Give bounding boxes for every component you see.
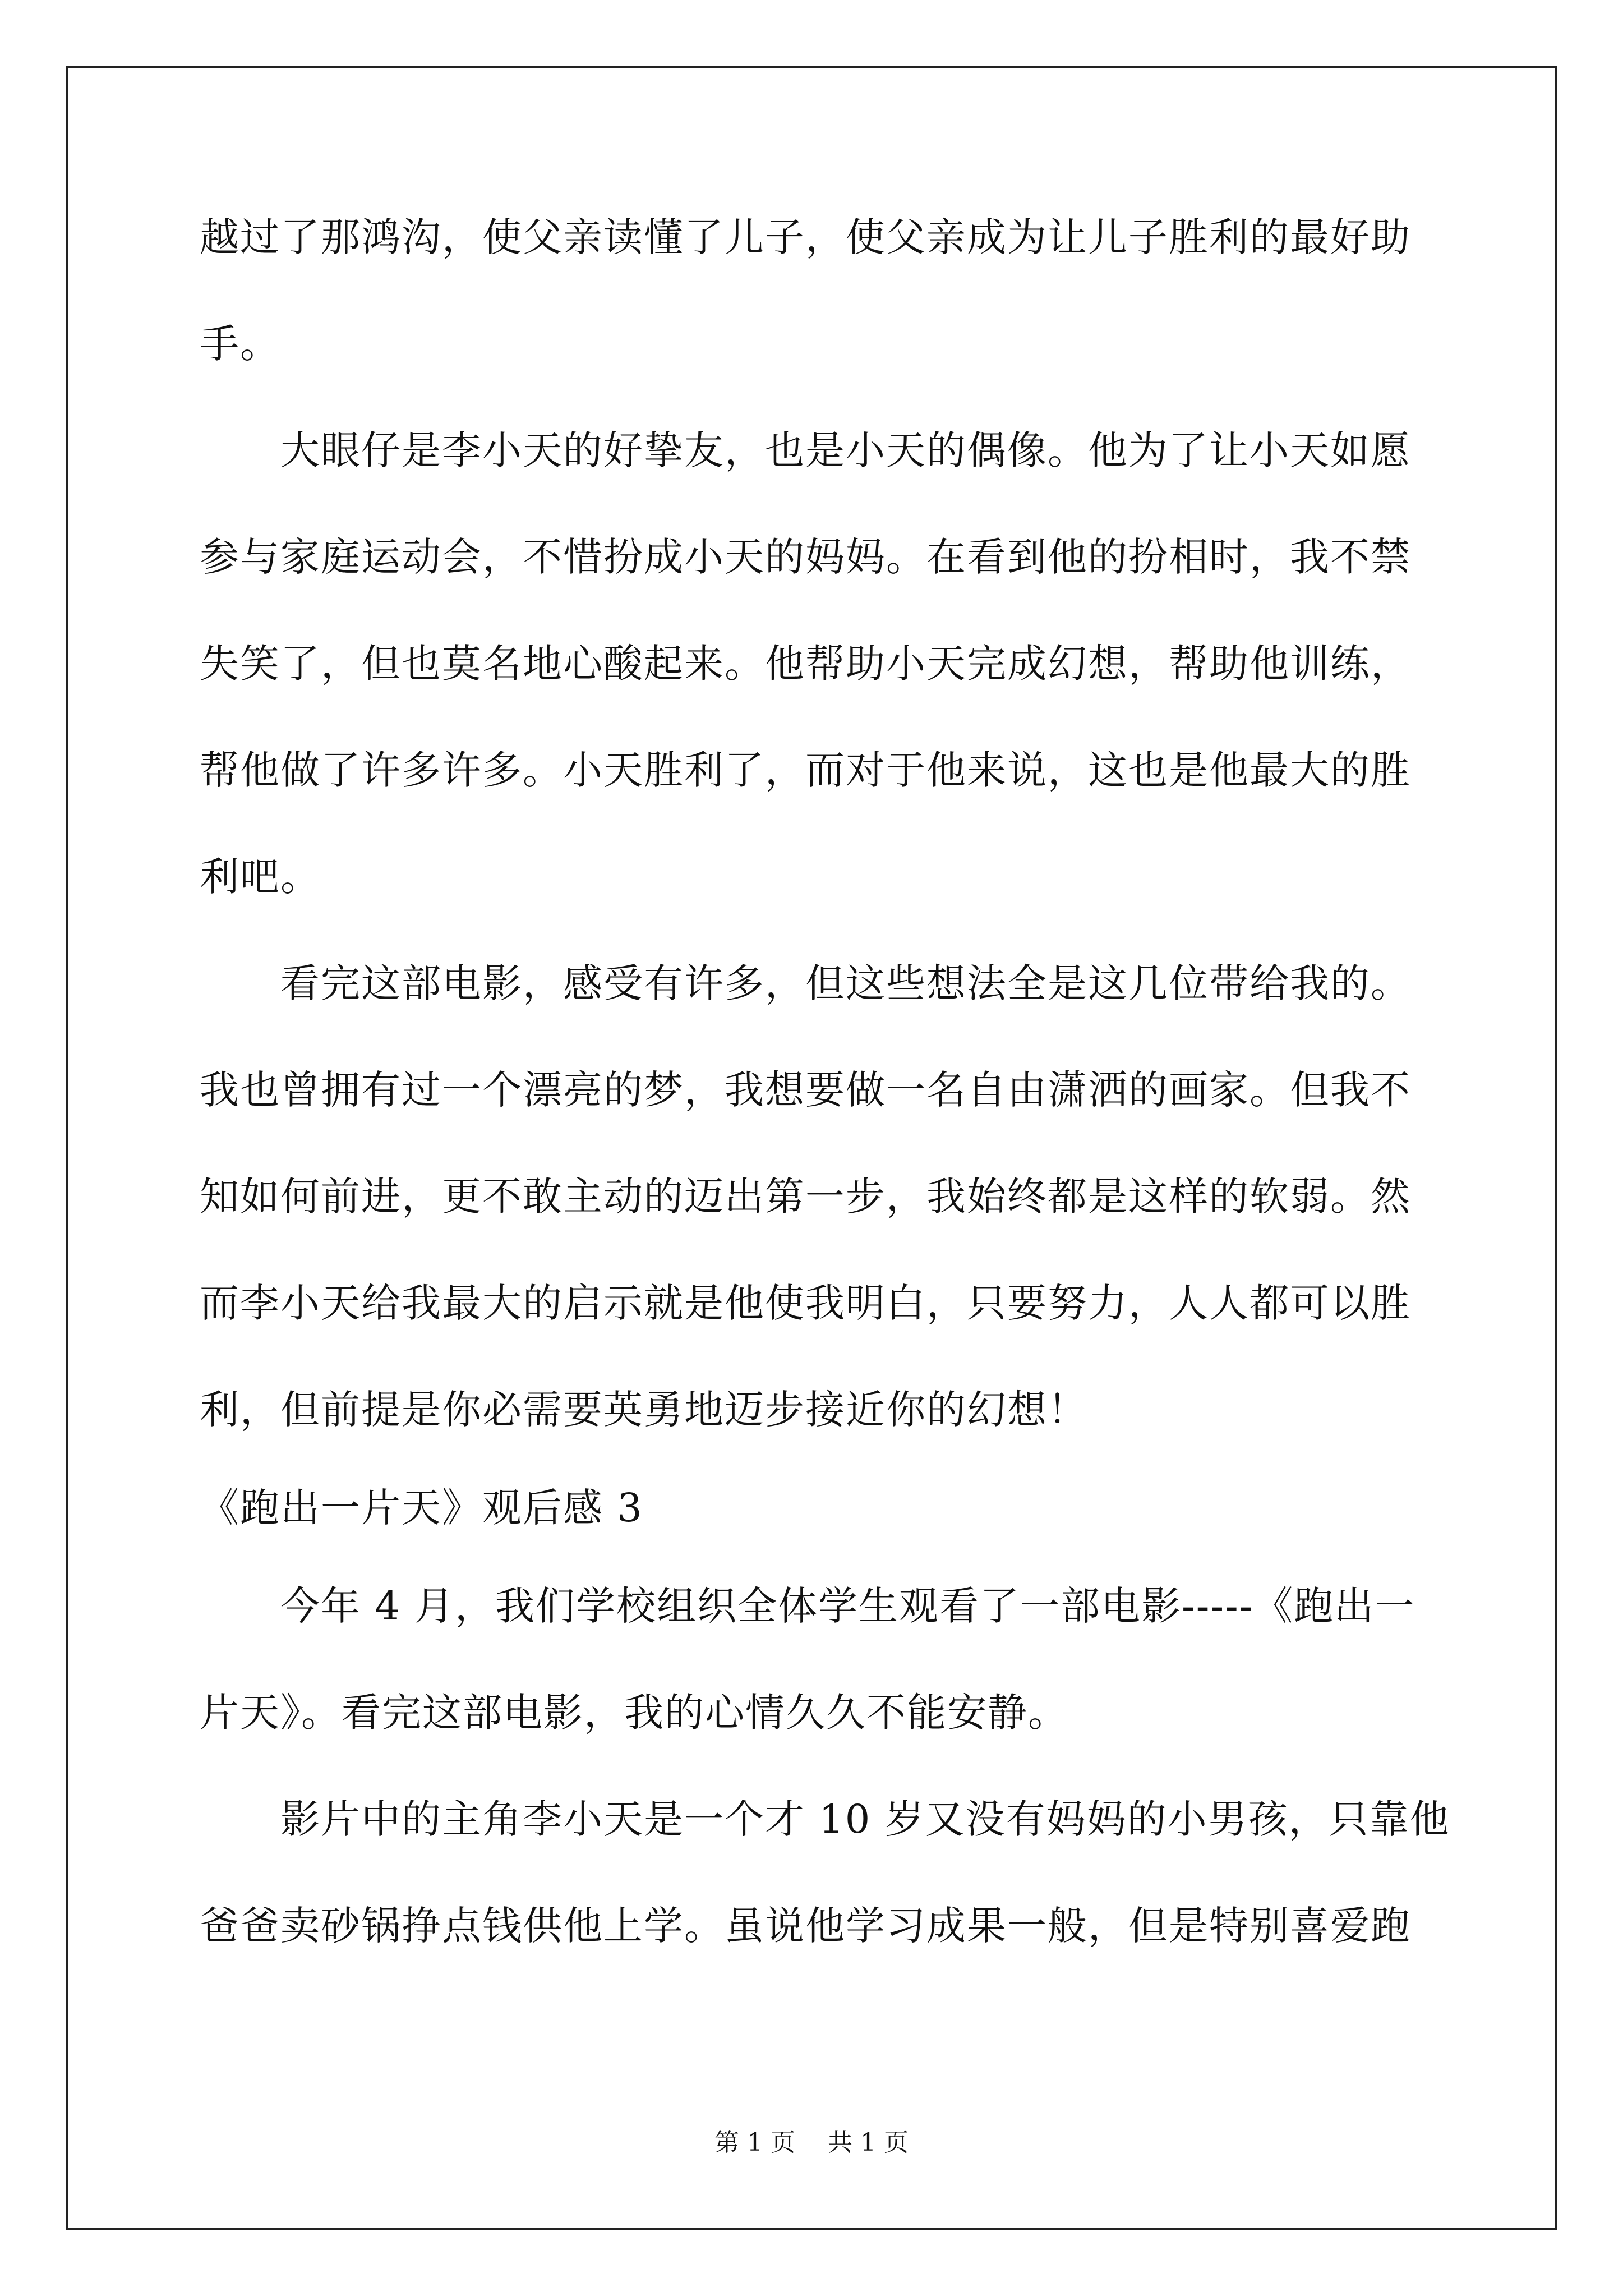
text-line: 利，但前提是你必需要英勇地迈步接近你的幻想！ [200,1387,1088,1433]
text-line: 失笑了，但也莫名地心酸起来。他帮助小天完成幻想，帮助他训练， [200,641,1411,687]
text-line: 大眼仔是李小天的好挚友，也是小天的偶像。他为了让小天如愿 [200,427,1411,473]
text-line: 知如何前进，更不敢主动的迈出第一步，我始终都是这样的软弱。然 [200,1174,1411,1220]
text-line: 越过了那鸿沟，使父亲读懂了儿子，使父亲成为让儿子胜利的最好助 [200,214,1411,260]
text-line: 影片中的主角李小天是一个才 10 岁又没有妈妈的小男孩，只靠他 [200,1796,1450,1842]
text-line: 我也曾拥有过一个漂亮的梦，我想要做一名自由潇洒的画家。但我不 [200,1067,1411,1113]
text-line: 爸爸卖砂锅挣点钱供他上学。虽说他学习成果一般，但是特别喜爱跑 [200,1903,1411,1949]
text-line: 而李小天给我最大的启示就是他使我明白，只要努力，人人都可以胜 [200,1280,1411,1326]
text-line: 参与家庭运动会，不惜扮成小天的妈妈。在看到他的扮相时，我不禁 [200,534,1411,580]
text-line: 手。 [200,321,280,367]
text-line: 看完这部电影，感受有许多，但这些想法全是这几位带给我的。 [200,960,1411,1006]
text-line: 今年 4 月，我们学校组织全体学生观看了一部电影-----《跑出一 [200,1583,1415,1629]
text-line: 利吧。 [200,854,321,900]
text-line: 片天》。看完这部电影，我的心情久久不能安静。 [200,1690,1068,1736]
page-footer: 第 1 页 共 1 页 [714,2128,909,2157]
section-heading: 《跑出一片天》观后感 3 [200,1485,643,1531]
text-line: 帮他做了许多许多。小天胜利了，而对于他来说，这也是他最大的胜 [200,747,1411,793]
